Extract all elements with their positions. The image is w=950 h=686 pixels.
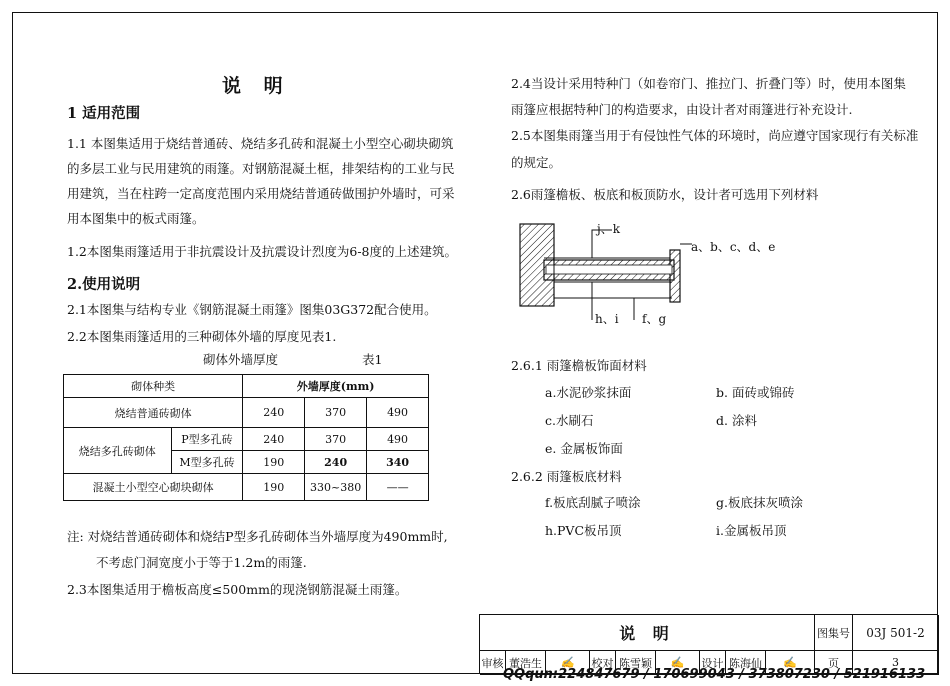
- table-number: 表1: [362, 352, 383, 367]
- atlas-number-label: 图集号: [815, 615, 853, 651]
- para-2-4-line-2: 雨篷应根据特种门的构造要求，由设计者对雨篷进行补充设计.: [511, 102, 853, 117]
- para-1-2: 1.2本图集雨篷适用于非抗震设计及抗震设计烈度为6-8度的上述建筑。: [67, 244, 458, 259]
- review-label: 审核: [480, 651, 506, 675]
- table-cell: 370: [305, 398, 367, 428]
- para-1-1-line-2: 的多层工业与民用建筑的雨篷。对钢筋混凝土框，排架结构的工业与民: [67, 161, 455, 176]
- table-cell: 190: [243, 474, 305, 501]
- para-2-1: 2.1本图集与结构专业《钢筋混凝土雨篷》图集03G372配合使用。: [67, 302, 437, 317]
- reviewer-name: 董浩生: [506, 651, 546, 675]
- para-2-4-line-1: 2.4当设计采用特种门（如卷帘门、推拉门、折叠门等）时，使用本图集: [511, 76, 906, 91]
- table-cell: 340: [367, 451, 429, 474]
- table-header-type: 砌体种类: [64, 375, 243, 398]
- table-cell: 490: [367, 398, 429, 428]
- reviewer-signature: ✍: [546, 651, 590, 675]
- para-2-5-line-2: 的规定。: [511, 155, 562, 170]
- canopy-fascia: [670, 250, 680, 302]
- table-cell: 240: [243, 398, 305, 428]
- page-number: 3: [853, 651, 939, 675]
- table-row-label: P型多孔砖: [171, 428, 243, 451]
- table-cell: 490: [367, 428, 429, 451]
- material-i: i.金属板吊顶: [716, 523, 787, 538]
- material-a: a.水泥砂浆抹面: [545, 385, 632, 400]
- table-cell: 370: [305, 428, 367, 451]
- checker-signature: ✍: [656, 651, 700, 675]
- table-row-label: M型多孔砖: [171, 451, 243, 474]
- page-label: 页: [815, 651, 853, 675]
- label-hi: h、i: [595, 312, 619, 326]
- section-2-6-1: 2.6.1 雨篷檐板饰面材料: [511, 358, 647, 373]
- label-jk: j、k: [597, 222, 620, 236]
- table-header-thickness: 外墙厚度(mm): [243, 375, 429, 398]
- table-caption: 砌体外墙厚度: [203, 352, 279, 367]
- section-2-6-2: 2.6.2 雨篷板底材料: [511, 469, 622, 484]
- material-h: h.PVC板吊顶: [545, 523, 622, 538]
- wall-thickness-table: [63, 374, 429, 501]
- checker-name: 陈雪颖: [616, 651, 656, 675]
- material-g: g.板底抹灰喷涂: [716, 495, 803, 510]
- label-abcde: a、b、c、d、e: [691, 240, 776, 254]
- title-block: [479, 614, 938, 674]
- table-group-label: 烧结多孔砖砌体: [64, 428, 172, 474]
- table-cell: 330~380: [305, 474, 367, 501]
- para-1-1-line-1: 1.1 本图集适用于烧结普通砖、烧结多孔砖和混凝土小型空心砌块砌筑: [67, 136, 454, 151]
- para-1-1-line-4: 用本图集中的板式雨篷。: [67, 211, 205, 226]
- table-cell: ——: [367, 474, 429, 501]
- material-f: f.板底刮腻子喷涂: [545, 495, 641, 510]
- section-2-heading: 2.使用说明: [67, 276, 141, 293]
- watermark-text: QQqun:224847679 / 170699043 / 373807230 / 521916133: [503, 667, 926, 682]
- material-b: b. 面砖或锦砖: [716, 385, 795, 400]
- para-2-3: 2.3本图集适用于檐板高度≤500mm的现浇钢筋混凝土雨篷。: [67, 582, 408, 597]
- note-line-1: 注: 对烧结普通砖砌体和烧结P型多孔砖砌体当外墙厚度为490mm时,: [67, 529, 448, 544]
- para-2-5-line-1: 2.5本图集雨篷当用于有侵蚀性气体的环境时，尚应遵守国家现行有关标准: [511, 128, 919, 143]
- title-block-title: 说 明: [480, 615, 815, 651]
- note-line-2: 不考虑门洞宽度小于等于1.2m的雨篷.: [96, 555, 307, 570]
- material-e: e. 金属板饰面: [545, 441, 623, 456]
- design-label: 设计: [700, 651, 726, 675]
- page-title: 说 明: [222, 75, 291, 97]
- para-2-6: 2.6雨篷檐板、板底和板顶防水，设计者可选用下列材料: [511, 187, 819, 202]
- designer-signature: ✍: [766, 651, 815, 675]
- table-cell: 190: [243, 451, 305, 474]
- section-1-heading: 1 适用范围: [67, 105, 141, 122]
- table-row-label: 烧结普通砖砌体: [64, 398, 243, 428]
- material-d: d. 涂料: [716, 413, 757, 428]
- table-cell: 240: [243, 428, 305, 451]
- table-cell: 240: [305, 451, 367, 474]
- para-1-1-line-3: 用建筑，当在柱跨一定高度范围内采用烧结普通砖做围护外墙时，可采: [67, 186, 455, 201]
- material-c: c.水刷石: [545, 413, 594, 428]
- label-fg: f、g: [642, 312, 667, 326]
- table-row-label: 混凝土小型空心砌块砌体: [64, 474, 243, 501]
- atlas-number: 03J 501-2: [853, 615, 939, 651]
- designer-name: 陈海仙: [726, 651, 766, 675]
- check-label: 校对: [590, 651, 616, 675]
- para-2-2: 2.2本图集雨篷适用的三种砌体外墙的厚度见表1.: [67, 329, 337, 344]
